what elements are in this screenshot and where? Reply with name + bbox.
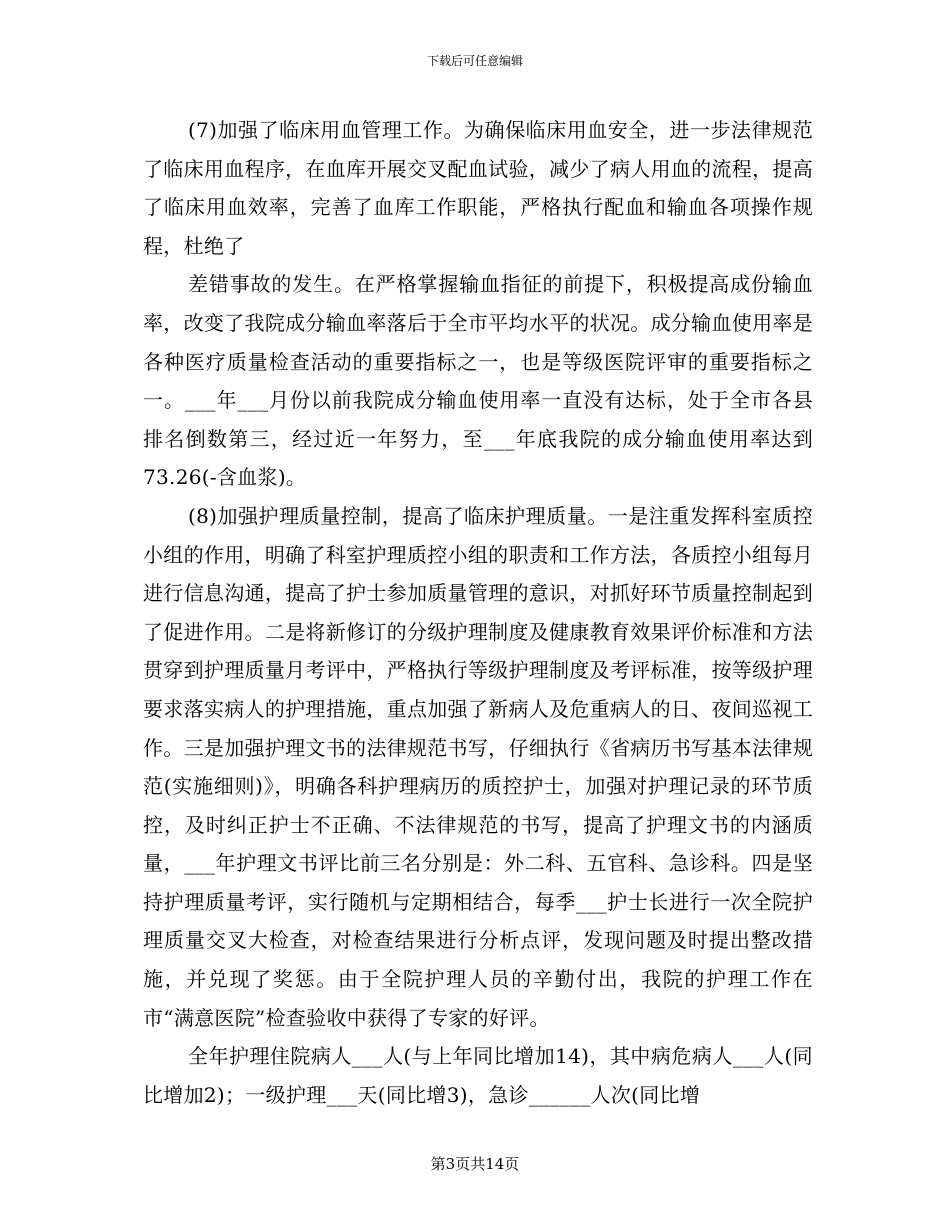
page-header-note: 下载后可任意编辑 [426,54,523,68]
document-body [143,111,813,1114]
paragraph-blood-transfusion-rate: 差错事故的发生。在严格掌握输血指征的前提下，积极提高成份输血率，改变了我院成分输血率落后于全市平均水平的状况。成分输血使用率是各种医疗质量检查活动的重要指标之一，也是等级医院评审的重要指标之一。___年___月份以前我院成分输血使用率一直没有达标，处于全市各县排名倒数第三，经过近一年努力，至___年底我院的成分输血使用率达到73.26(-含血浆)。 [143,272,813,490]
paragraph-blood-management: (7)加强了临床用血管理工作。为确保临床用血安全，进一步法律规范了临床用血程序，在血库开展交叉配血试验，减少了病人用血的流程，提高了临床用血效率，完善了血库工作职能，严格执行配血和输血各项操作规程，杜绝了 [143,118,813,258]
paragraph-annual-statistics: 全年护理住院病人___人(与上年同比增加14)，其中病危病人___人(同比增加2)；一级护理___天(同比增3)，急诊______人次(同比增 [143,1044,813,1107]
page-number: 第3页共14页 [430,1155,520,1173]
paragraph-nursing-quality: (8)加强护理质量控制，提高了临床护理质量。一是注重发挥科室质控小组的作用，明确了科室护理质控小组的职责和工作方法，各质控小组每月进行信息沟通，提高了护士参加质量管理的意识，对抓好环节质量控制起到了促进作用。二是将新修订的分级护理制度及健康教育效果评价标准和方法贯穿到护理质量月考评中，严格执行等级护理制度及考评标准，按等级护理要求落实病人的护理措施，重点加强了新病人及危重病人的日、夜间巡视工作。三是加强护理文书的法律规范书写，仔细执行《省病历书写基本法律规范(实施细则)》，明确各科护理病历的质控护士，加强对护理记录的环节质控，及时纠正护士不正确、不法律规范的书写，提高了护理文书的内涵质量，___年护理文书评比前三名分别是：外二科、五官科、急诊科。四是坚持护理质量考评，实行随机与定期相结合，每季___护士长进行一次全院护理质量交叉大检查，对检查结果进行分析点评，发现问题及时提出整改措施，并兑现了奖惩。由于全院护理人员的辛勤付出，我院的护理工作在市“满意医院”检查验收中获得了专家的好评。 [143,503,813,1030]
